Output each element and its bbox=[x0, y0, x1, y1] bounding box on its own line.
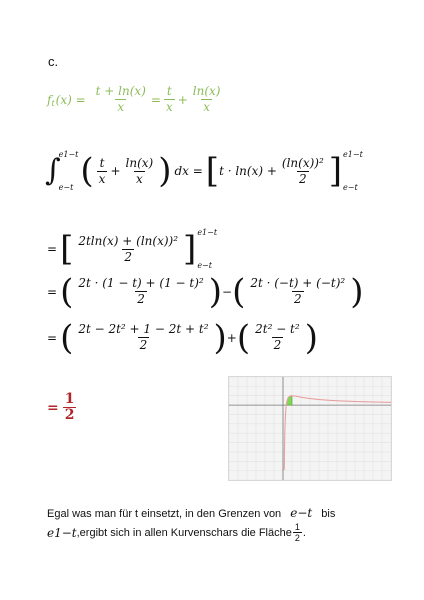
step-2-fraction-2: $\frac{\text{2t · (−t) + (−t)²}}{2}$ bbox=[250, 276, 346, 306]
conclusion-line-1: Egal was man für t einsetzt, in den Grenzen von e−t bis bbox=[47, 506, 336, 520]
antiderivative-limits: e1−t e−t bbox=[343, 150, 363, 192]
step-2: = ( $\frac{\text{2t · (1 − t) + (1 − t)²}}{2}$ ) − ( $\frac{\text{2t · (−t) + (−t)²}}{2}$ ) bbox=[47, 271, 364, 312]
left-paren: ( bbox=[80, 151, 94, 191]
antiderivative-fraction: $\frac{\text{(ln(x))²}}{2}$ bbox=[281, 155, 324, 186]
step-3-fraction-2: $\frac{\text{2t² − t²}}{2}$ bbox=[255, 322, 300, 352]
conclusion-line-2: e1−t ,ergibt sich in allen Kurvenschars die Fläche $\frac{1}{2}$ . bbox=[47, 522, 306, 543]
definition-plus: + bbox=[177, 92, 188, 107]
step-2-fraction-1: $\frac{\text{2t · (1 − t) + (1 − t)²}}{2}$ bbox=[78, 276, 204, 306]
lower-bound-expression: e−t bbox=[290, 506, 313, 520]
left-bracket: [ bbox=[205, 151, 220, 191]
right-paren: ) bbox=[158, 151, 172, 191]
integral-lower-limit: e−t bbox=[58, 183, 74, 192]
integral-dx: dx = bbox=[174, 164, 203, 178]
part-label: c. bbox=[48, 54, 59, 69]
integral-upper-limit: e1−t bbox=[58, 150, 79, 159]
function-graph bbox=[228, 376, 392, 481]
antiderivative-left: t · ln(x) + bbox=[219, 164, 277, 178]
integral-limits bbox=[59, 150, 79, 192]
integrand-fraction-1: $\frac{t}{x}$ bbox=[98, 155, 106, 186]
definition-fraction-3: $\frac{\ln(x)}{x}$ bbox=[192, 84, 221, 114]
step-1-fraction: $\frac{\text{2tln(x) + (ln(x))²}}{2}$ bbox=[78, 233, 179, 264]
result-fraction: $\frac{1}{2}$ bbox=[64, 391, 75, 423]
integrand-fraction-2: $\frac{\ln(x)}{x}$ bbox=[125, 155, 154, 186]
step-1-limits: e1−t e−t bbox=[197, 228, 218, 270]
step-1: = [ $\frac{\text{2tln(x) + (ln(x))²}}{2}$ ] e1−t e−t bbox=[47, 228, 218, 270]
step-3: = ( $\frac{\text{2t − 2t² + 1 − 2t + t²}}{2}$ ) + ( $\frac{\text{2t² − t²}}{2}$ ) bbox=[47, 317, 318, 358]
final-result: = $\frac{1}{2}$ bbox=[47, 391, 75, 423]
step-3-fraction-1: $\frac{\text{2t − 2t² + 1 − 2t + t²}}{2}$ bbox=[78, 322, 209, 352]
function-curve bbox=[284, 396, 391, 470]
function-name: f bbox=[47, 92, 52, 107]
definition-fraction-2: $\frac{t}{x}$ bbox=[165, 84, 173, 114]
integral-sign: ∫ bbox=[45, 153, 61, 188]
area-fraction: $\frac{1}{2}$ bbox=[294, 522, 300, 543]
function-subscript: t bbox=[51, 99, 55, 108]
definition-fraction-1: $\frac{t + \ln(x)}{x}$ bbox=[95, 84, 146, 114]
definition-equals: = bbox=[150, 92, 161, 107]
function-definition bbox=[47, 84, 225, 115]
upper-bound-expression: e1−t bbox=[47, 525, 77, 540]
right-bracket: ] bbox=[328, 151, 343, 191]
function-argument: (x) = bbox=[55, 92, 86, 107]
integral-equation: ∫ e1−t e−t ( $\frac{t}{x}$ + $\frac{\ln(x)}{x}$ ) dx = [ t · ln(x) + $\frac{\text{(ln(x))²}}{2}$ ] e1−t e−t bbox=[45, 150, 363, 192]
